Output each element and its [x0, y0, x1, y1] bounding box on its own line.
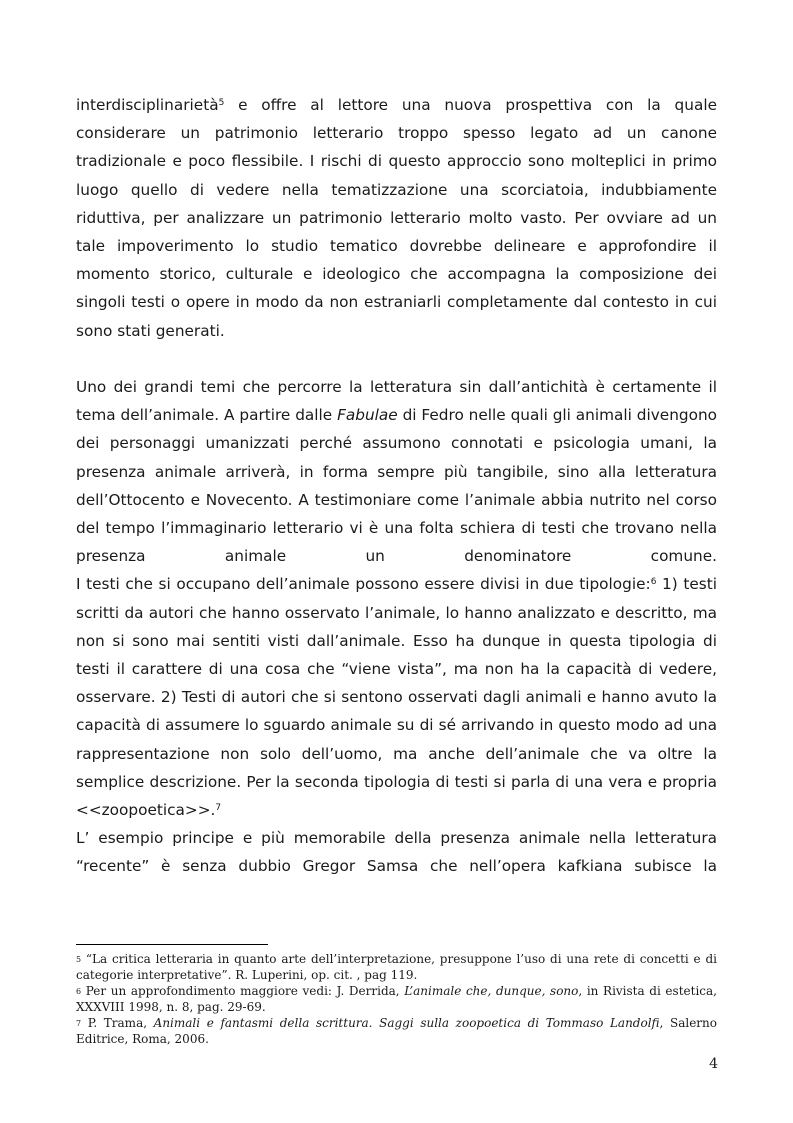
text-run: e offre al lettore una nuova prospettiva con la quale considerare un patrimonio letterario troppo spesso legato ad un canone tradizionale e poco flessibile. I rischi di questo approccio sono molteplici in primo luogo quello di vedere nella tematizzazione una scorciatoia, indubbiamente riduttiva, per analizzare un patrimonio letterario molto vasto. Per ovviare ad un tale impoverimento lo studio tematico dovrebbe delineare e approfondire il momento storico, culturale e ideologico che accompagna la composizione dei singoli testi o opere in modo da non estraniarli completamente dal contesto in cui sono stati generati. — [76, 96, 717, 340]
footnote-ref-7[interactable]: 7 — [215, 803, 222, 814]
footnote-5 — [76, 952, 717, 983]
text-run: Uno dei grandi temi che percorre la letteratura sin dall’antichità è certamente il tema dell’animale. A partire dalle — [76, 378, 717, 425]
text-run: di Fedro nelle quali gli animali divengono dei personaggi umanizzati perché assumono connotati e psicologia umani, la presenza animale arriverà, in forma sempre più tangibile, sino alla letteratura dell’Ottocento e Novecento. A testimoniare come l’animale abbia nutrito nel corso del tempo l’immaginario letterario vi è una folta schiera di testi che trovano nella presenza animale un denominatore comune. — [76, 406, 718, 566]
footnote-text: P. Trama, — [81, 1016, 154, 1030]
footnote-text: Per un approfondimento maggiore vedi: J. Derrida, — [81, 984, 405, 998]
footnote-text: , Salerno Editrice, Roma, 2006. — [76, 1016, 717, 1046]
footnote-ref-5[interactable]: 5 — [218, 98, 225, 108]
text-run: I testi che si occupano dell’animale possono essere divisi in due tipologie: — [76, 575, 651, 594]
footnote-ref-6[interactable]: 6 — [650, 577, 657, 588]
footnote-7 — [76, 1016, 717, 1047]
footnote-italic-title: Animali e fantasmi della scrittura. Saggi sulla zoopoetica di Tommaso Landolfi — [153, 1016, 660, 1030]
footnote-number: 6 — [76, 987, 82, 996]
text-run: interdisciplinarietà — [76, 96, 219, 114]
text-run-last: L’ esempio principe e più memorabile della presenza animale nella letteratura “recente” è senza dubbio Gregor Samsa che nell’opera kafkiana subisce la — [76, 829, 717, 876]
footnote-italic-title: L’animale che, dunque, sono — [404, 984, 579, 998]
footnote-number: 7 — [76, 1019, 82, 1028]
footnote-number: 5 — [76, 955, 82, 964]
footnote-text: , in Rivista di estetica, XXXVIII 1998, n. 8, pag. 29-69. — [76, 984, 717, 1014]
body-paragraph-2 — [76, 373, 717, 881]
body-paragraph-1 — [76, 91, 717, 345]
footnote-separator — [76, 944, 268, 945]
page-number: 4 — [709, 1056, 718, 1072]
footnote-6 — [76, 984, 717, 1015]
text-run: 1) testi scritti da autori che hanno osservato l’animale, lo hanno analizzato e descritto, ma non si sono mai sentiti visti dall’animale. Esso ha dunque in questa tipologia di testi il carattere di una cosa che “viene vista”, ma non ha la capacità di vedere, osservare. 2) Testi di autori che si sentono osservati dagli animali e hanno avuto la capacità di assumere lo sguardo animale su di sé arrivando in questo modo ad una rappresentazione non solo dell’uomo, ma anche dell’animale che va oltre la semplice descrizione. Per la seconda tipologia di testi si parla di una vera e propria <<zoopoetica>>. — [76, 575, 717, 820]
italic-title-fabulae: Fabulae — [337, 406, 398, 425]
footnote-text: “La critica letteraria in quanto arte dell’interpretazione, presuppone l’uso di una rete di concetti e di categorie interpretative”. R. Luperini, op. cit. , pag 119. — [76, 952, 717, 982]
